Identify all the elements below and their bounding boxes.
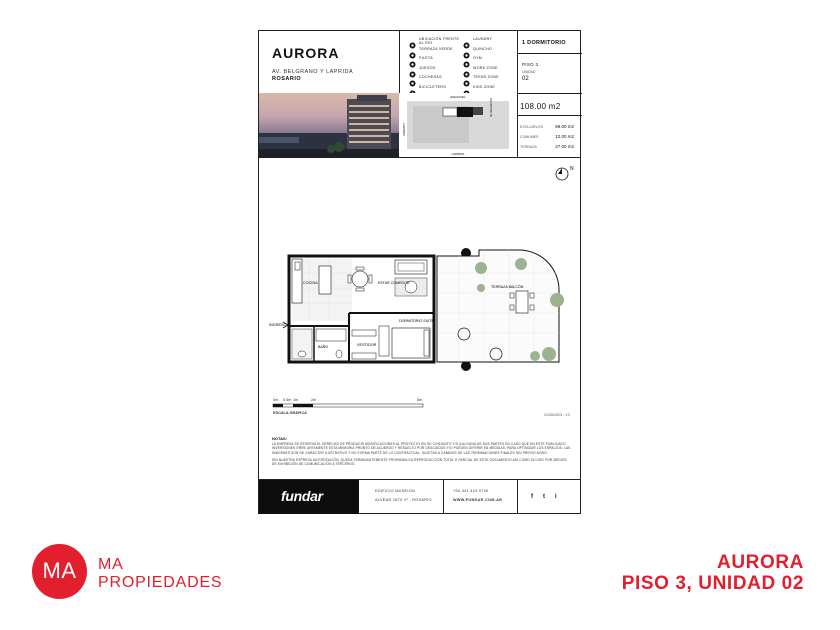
project-header: [259, 31, 400, 157]
amenity-label: LAUNDRY: [473, 37, 493, 41]
agency-logo: [32, 544, 87, 599]
caption-subtitle: PISO 3, UNIDAD 02: [621, 573, 804, 594]
instagram-icon[interactable]: i: [555, 494, 557, 500]
agency-name-line1: MA: [98, 556, 124, 573]
pool-icon: [409, 55, 416, 62]
svg-text:N: N: [570, 166, 574, 172]
location-icon: [409, 36, 416, 43]
location-map: [399, 93, 518, 157]
amenity-label: QUINCHO: [473, 46, 493, 51]
caption-title: AURORA: [717, 552, 804, 573]
scale-bar: [273, 404, 423, 407]
agency-name-line2: PROPIEDADES: [98, 574, 223, 591]
plan-label-terraza: TERRAZA BALCÓN: [491, 285, 524, 289]
footer-web[interactable]: WWW.FUNDAR.COM.AR: [453, 498, 503, 502]
footer: [259, 479, 580, 514]
plan-label-cocina: COCINA: [303, 281, 318, 285]
scale-tick: 0.5m: [283, 398, 292, 402]
amenity-label: GYM: [473, 56, 483, 60]
plan-label-bano: BAÑO: [318, 345, 329, 349]
amenity-label: COCHERAS: [419, 75, 442, 79]
twitter-icon[interactable]: t: [543, 494, 545, 500]
divider: [443, 480, 444, 514]
area-value: 69.00 m2: [555, 124, 574, 129]
scale-tick: 5m: [417, 398, 423, 402]
amenity-label: UBICACIÓN FRENTE AL RÍO: [419, 37, 460, 45]
project-title: AURORA: [272, 45, 340, 61]
floor-plan-sheet: [258, 30, 581, 514]
agency-initials: MA: [42, 558, 77, 583]
listing-caption: [622, 552, 804, 594]
kids-icon: [463, 84, 470, 91]
brand-name: fundar: [281, 488, 323, 504]
unit-info: [517, 31, 582, 94]
divider: [517, 480, 518, 514]
area-value: 12.00 m2: [555, 134, 574, 139]
area-label: EXCLUSIVOS: [520, 125, 543, 129]
unit-label: UNIDAD: [522, 70, 536, 74]
work-icon: [463, 65, 470, 72]
area-label: COMUNES: [520, 135, 539, 139]
plan-label-vestidor: VESTIDOR: [357, 343, 377, 347]
notes-title: NOTAS:: [272, 436, 288, 441]
divider: [517, 115, 582, 116]
building-photo: [259, 93, 399, 157]
agency-name: [98, 556, 222, 592]
area-label: TERRAZA: [520, 145, 537, 149]
facebook-icon[interactable]: f: [531, 494, 533, 500]
areas-box: [517, 93, 582, 157]
terrace-icon: [409, 46, 416, 53]
notes-paragraph: LA EMPRESA SE RESERVA EL DERECHO DE PRODUCIR MODIFICACIONES AL PROYECTO EN SU CONJUNTO Y/O A ALGUNA DE SUS PARTES EN CASO QUE EN ESTE PUBLICADO, INVERSIONES ERRE URTAMENTE ESTA MEMORIA PRONTO DE ACUERDO Y RESUELTO POR DESCUIDOS Y/O PUEDEN DIFERIR EN MEDIDAS, PARA OPTIMIZAR LOS ESPACIOS. LAS IMÁGENES SON DE CARÁCTER ILUSTRATIVO Y NO FORMA PARTE DE LO CONTRACTUAL. SUJETAS A CAMBIOS DE LAS TERMINACIONES FINALES SIN PREVIO AVISO.: [272, 442, 571, 455]
amenities-grid: [399, 31, 518, 94]
games-icon: [409, 65, 416, 72]
amenity-label: KIDS ZONE: [473, 84, 496, 89]
unit-type: 1 DORMITORIO: [522, 40, 566, 46]
footer-building: EDIFICIO MUSEION: [375, 489, 416, 493]
teens-icon: [463, 74, 470, 81]
unit-number: 02: [522, 76, 529, 82]
notes-paragraph: SIN NUESTRA EXPRESA AUTORIZACIÓN, QUEDA TERMINANTEMENTE PROHIBIDA SU REPRODUCCIÓN TOTAL O PARCIAL DE ESTE DOCUMENTO ASÍ COMO SU USO POR MEDIOS DE EXHIBICIÓN DE COMUNICACIÓN A TERCEROS.: [272, 457, 567, 467]
area-total: 108.00 m2: [520, 102, 561, 111]
unit-floor: PISO 3: [522, 62, 539, 67]
scale-tick: 0m: [273, 398, 279, 402]
garage-icon: [409, 74, 416, 81]
street-left: LAPRIDA: [402, 123, 406, 136]
footer-office: ALVEAR 1670 1º - ROSARIO: [375, 498, 432, 502]
street-right: AV. BELGRANO: [490, 98, 493, 117]
scale-title: ESCALA GRÁFICA: [273, 411, 307, 415]
project-address: AV. BELGRANO Y LAPRIDA: [272, 69, 354, 75]
bike-icon: [409, 84, 416, 91]
fundar-logo: [259, 480, 359, 514]
project-city: ROSARIO: [272, 76, 302, 82]
plan-label-dormitorio: DORMITORIO SUITE: [399, 319, 434, 323]
street-top: ESQUIVEL: [450, 95, 466, 99]
footer-phone: +54 341 410 0700: [453, 489, 489, 493]
gym-icon: [463, 55, 470, 62]
laundry-icon: [463, 36, 470, 43]
amenity-label: TEENS ZONE: [473, 75, 499, 79]
plan-date: 31/05/2023 - V3: [544, 413, 570, 417]
area-value: 27.00 m2: [555, 144, 574, 149]
amenity-label: PILETA: [419, 56, 433, 60]
scale-tick: 1m: [293, 398, 299, 402]
amenity-label: JUEGOS: [419, 65, 436, 70]
amenity-label: WORK ZONE: [473, 65, 498, 70]
floor-plan: [259, 158, 580, 408]
amenity-label: BICICLETERO: [419, 84, 447, 89]
street-bottom: LAPRIDA: [451, 152, 465, 156]
north-arrow-icon: [556, 166, 574, 180]
plan-label-ingreso: INGRESO: [269, 323, 287, 327]
amenity-label: TERRAZA VERDE: [419, 46, 453, 51]
plan-label-estar: ESTAR COMEDOR: [378, 281, 410, 285]
grill-icon: [463, 46, 470, 53]
divider: [517, 53, 582, 54]
notes-text: [272, 442, 572, 466]
scale-tick: 2m: [311, 398, 317, 402]
